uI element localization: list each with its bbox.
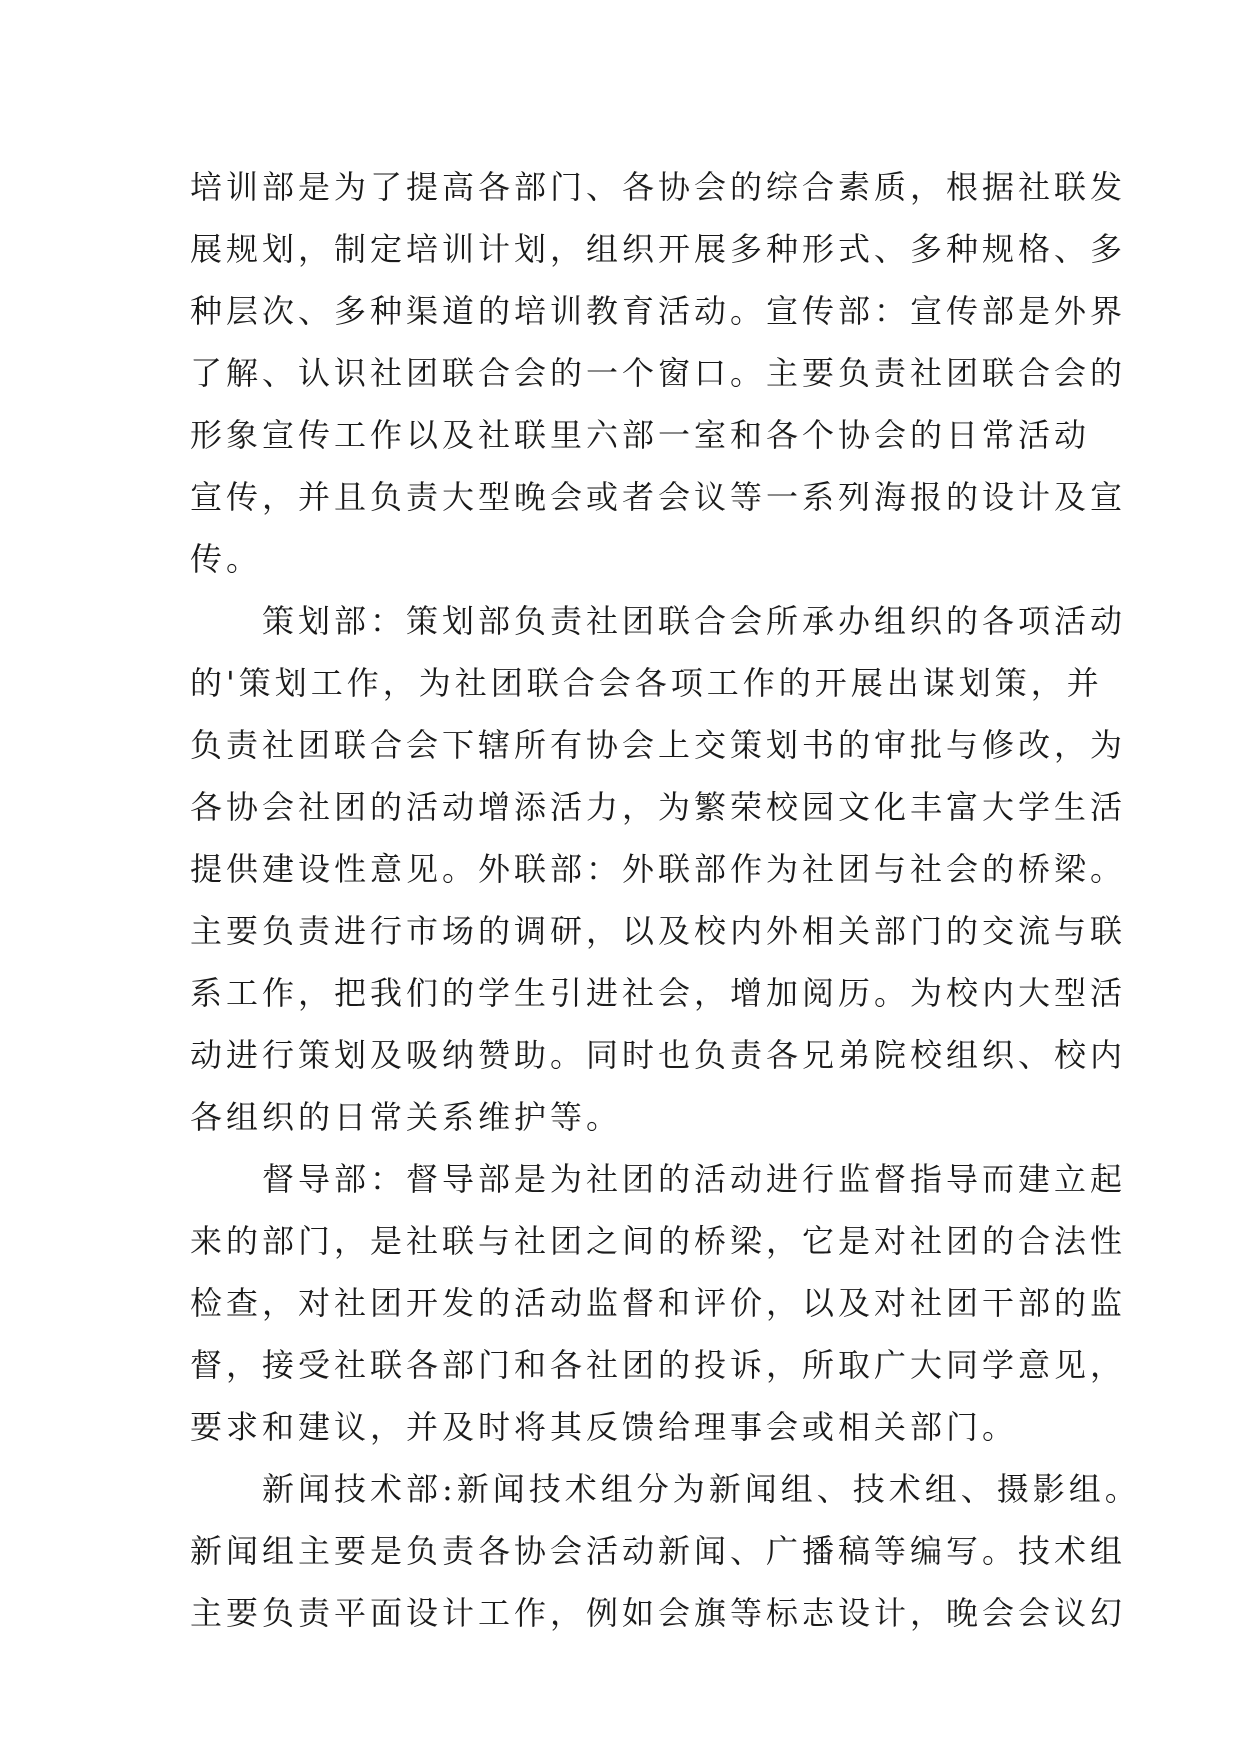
text-line: 系工作，把我们的学生引进社会，增加阅历。为校内大型活 [190,974,1127,1012]
text-line: 各组织的日常关系维护等。 [190,1098,623,1136]
text-line: 提供建设性意见。外联部：外联部作为社团与社会的桥梁。 [190,850,1127,888]
text-line: 新闻技术部:新闻技术组分为新闻组、技术组、摄影组。 [190,1470,1141,1508]
text-line: 展规划，制定培训计划，组织开展多种形式、多种规格、多 [190,230,1127,268]
text-line: 新闻组主要是负责各协会活动新闻、广播稿等编写。技术组 [190,1532,1127,1570]
text-line: 种层次、多种渠道的培训教育活动。宣传部：宣传部是外界 [190,292,1127,330]
text-line: 形象宣传工作以及社联里六部一室和各个协会的日常活动 [190,416,1091,454]
text-line: 督导部：督导部是为社团的活动进行监督指导而建立起 [190,1160,1127,1198]
paragraph-news-tech [190,1458,1141,1644]
text-line: 的'策划工作，为社团联合会各项工作的开展出谋划策，并 [190,664,1103,702]
text-line: 各协会社团的活动增添活力，为繁荣校园文化丰富大学生活 [190,788,1127,826]
text-line: 培训部是为了提高各部门、各协会的综合素质，根据社联发 [190,168,1127,206]
text-line: 传。 [190,540,263,578]
text-line: 宣传，并且负责大型晚会或者会议等一系列海报的设计及宣 [190,478,1127,516]
text-line: 了解、认识社团联合会的一个窗口。主要负责社团联合会的 [190,354,1127,392]
text-line: 主要负责进行市场的调研，以及校内外相关部门的交流与联 [190,912,1127,950]
text-line: 主要负责平面设计工作，例如会旗等标志设计，晚会会议幻 [190,1594,1127,1632]
paragraph-planning-external [190,590,1127,1148]
paragraph-supervision [190,1148,1127,1458]
document-body [190,156,1141,1644]
text-line: 策划部：策划部负责社团联合会所承办组织的各项活动 [190,602,1127,640]
text-line: 督，接受社联各部门和各社团的投诉，所取广大同学意见， [190,1346,1127,1384]
text-line: 来的部门，是社联与社团之间的桥梁，它是对社团的合法性 [190,1222,1127,1260]
text-line: 动进行策划及吸纳赞助。同时也负责各兄弟院校组织、校内 [190,1036,1127,1074]
text-line: 负责社团联合会下辖所有协会上交策划书的审批与修改，为 [190,726,1127,764]
text-line: 检查，对社团开发的活动监督和评价，以及对社团干部的监 [190,1284,1127,1322]
text-line: 要求和建议，并及时将其反馈给理事会或相关部门。 [190,1408,1019,1446]
paragraph-training-publicity [190,156,1127,590]
